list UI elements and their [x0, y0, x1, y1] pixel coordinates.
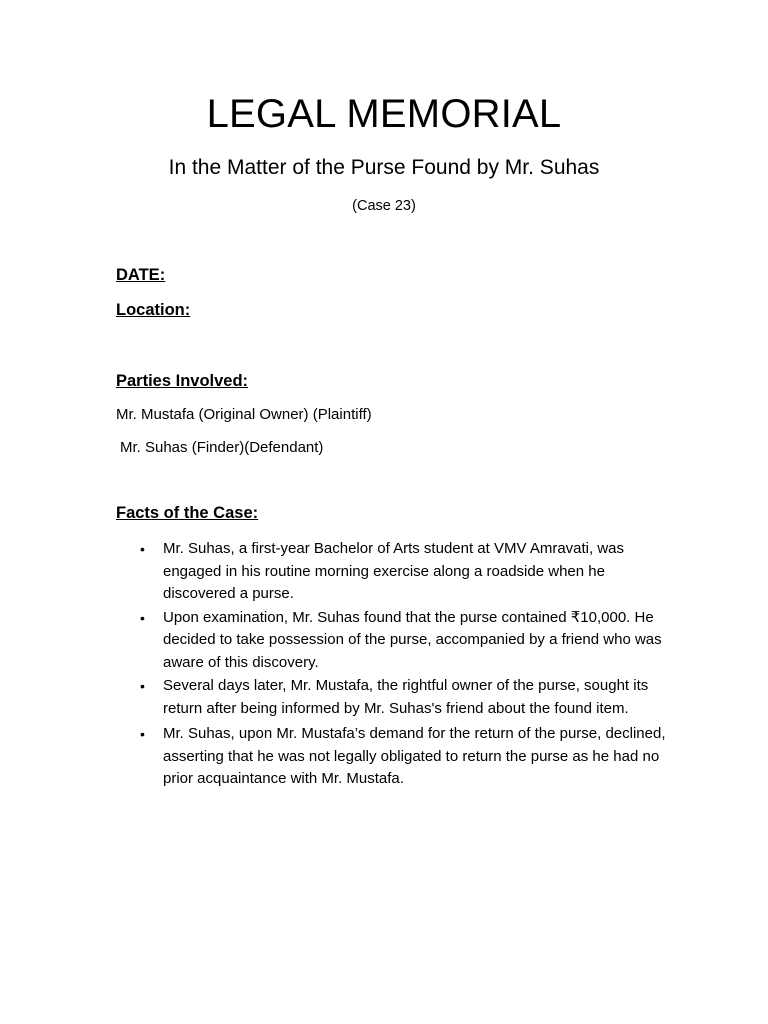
date-label: DATE:: [116, 266, 166, 284]
location-label: Location:: [116, 301, 191, 319]
fact-text: Several days later, Mr. Mustafa, the rightful owner of the purse, sought its return after being informed by Mr. Suhas's friend about the found item.: [163, 677, 649, 717]
fact-item: [116, 675, 676, 720]
facts-list: [116, 538, 676, 792]
party-plaintiff: Mr. Mustafa (Original Owner) (Plaintiff): [116, 406, 372, 423]
bullet-icon: •: [140, 678, 145, 694]
fact-text: Mr. Suhas, upon Mr. Mustafa’s demand for the return of the purse, declined, asserting that he was not legally obligated to return the purse as he had no prior acquaintance with Mr. Mustafa.: [163, 725, 666, 787]
fact-item: [116, 538, 676, 606]
case-number: (Case 23): [352, 198, 416, 214]
fact-text: Mr. Suhas, a first-year Bachelor of Arts student at VMV Amravati, was engaged in his routine morning exercise along a roadside when he discovered a purse.: [163, 540, 625, 602]
document-title: LEGAL MEMORIAL: [206, 92, 562, 136]
fact-text: Upon examination, Mr. Suhas found that the purse contained ₹10,000. He decided to take possession of the purse, accompanied by a friend who was aware of this discovery.: [163, 608, 662, 671]
bullet-icon: •: [140, 541, 145, 557]
party-defendant: Mr. Suhas (Finder)(Defendant): [120, 439, 324, 456]
document-subtitle: In the Matter of the Purse Found by Mr. Suhas: [168, 156, 600, 179]
parties-heading: Parties Involved:: [116, 372, 249, 390]
facts-heading: Facts of the Case:: [116, 504, 259, 522]
bullet-icon: •: [140, 726, 145, 742]
fact-item: [116, 723, 676, 791]
fact-item: [116, 607, 676, 675]
bullet-icon: •: [140, 609, 145, 626]
